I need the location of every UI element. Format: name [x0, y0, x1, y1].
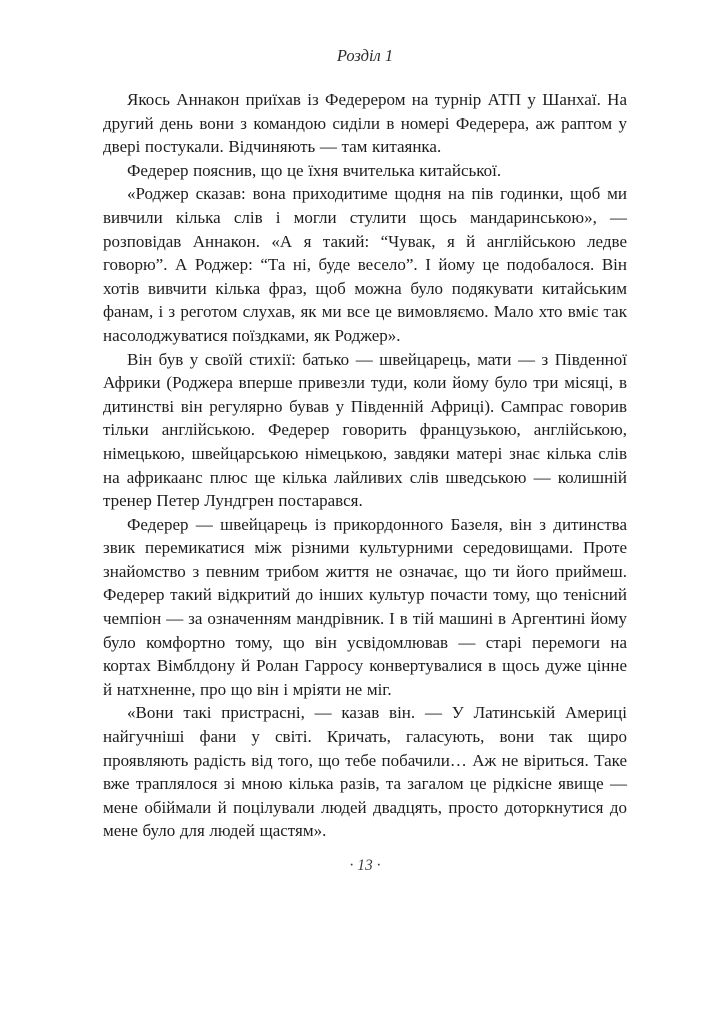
paragraph-2: Федерер пояснив, що це їхня вчителька китайської.: [127, 160, 502, 180]
paragraph-6: «Вони такі пристрасні, — казав він. — У Латинській Америці найгучніші фани у світі. Кричать, галасують, вони так щиро проявляють радість від того, що тебе побачили… Аж не віриться. Таке вже траплялося зі мною кілька разів, та загалом це рідкісне явище — мене обіймали й поцілували людей двадцять, просто доторкнутися до мене було для людей щастям».: [103, 703, 627, 841]
paragraph-3: «Роджер сказав: вона приходитиме щодня на пів годинки, щоб ми вивчили кілька слів і могли стулити щось мандаринською», — розповідав Аннакон. «А я такий: “Чувак, я й англійською ледве говорю”. А Роджер: “Та ні, буде весело”. І йому це подобалося. Він хотів вивчити кілька фраз, щоб можна було подякувати китайським фанам, і з реготом слухав, як ми все це вимовляємо. Мало хто вміє так насолоджуватися поїздками, як Роджер».: [103, 184, 627, 345]
paragraph-4: Він був у своїй стихії: батько — швейцарець, мати — з Південної Африки (Роджера вперше привезли туди, коли йому було три місяці, в дитинстві він регулярно бував у Південній Африці). Сампрас говорив тільки англійською. Федерер говорить французькою, англійською, німецькою, швейцарською німецькою, завдяки матері знає кілька слів на африкаанс плюс ще кілька лайливих слів шведською — колишній тренер Петер Лундгрен постарався.: [103, 349, 627, 511]
paragraph-1: Якось Аннакон приїхав із Федерером на турнір АТП у Шанхаї. На другий день вони з командою сиділи в номері Федерера, аж раптом у двері постукали. Відчиняють — там китаянка.: [103, 90, 627, 157]
paragraph-5: Федерер — швейцарець із прикордонного Базеля, він з дитинства звик перемикатися між різними культурними середовищами. Проте знайомство з певним трибом життя не означає, що ти його приймеш. Федерер такий відкритий до інших культур почасти тому, що тенісний чемпіон — за означенням мандрівник. І в тій машині в Аргентині йому було комфортно тому, що він усвідомлював — старі перемоги на кортах Вімблдону й Ролан Гарросу конвертувалися в щось дуже цінне й натхненне, про що він і мріяти не міг.: [103, 514, 627, 699]
chapter-header: Розділ 1: [336, 46, 394, 65]
text-block: [103, 88, 627, 843]
page-number: · 13 ·: [349, 857, 381, 874]
